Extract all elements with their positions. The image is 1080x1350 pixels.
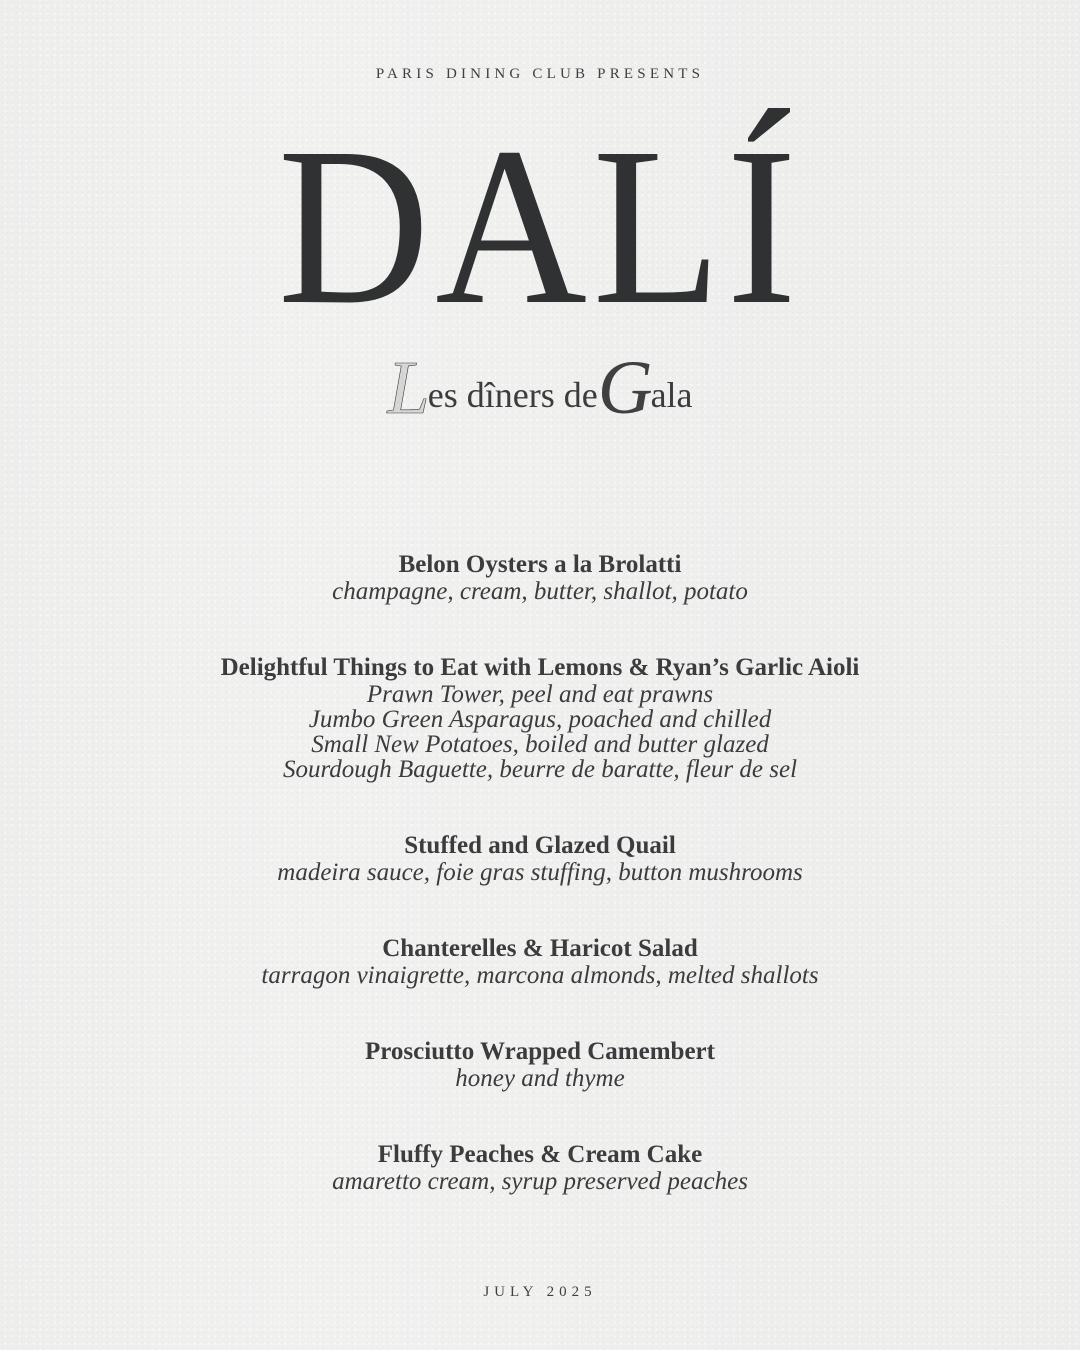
course-item — [0, 832, 1080, 885]
event-title: DALÍ — [277, 101, 803, 351]
course-detail: Prawn Tower, peel and eat prawns — [366, 681, 714, 708]
course-name: Prosciutto Wrapped Camembert — [365, 1038, 715, 1065]
course-detail: Sourdough Baguette, beurre de baratte, fleur de sel — [282, 756, 798, 783]
event-subtitle — [0, 348, 1080, 435]
course-item — [0, 1038, 1080, 1091]
course-item — [0, 935, 1080, 988]
course-detail: honey and thyme — [455, 1065, 625, 1092]
event-date: JULY 2025 — [483, 1284, 597, 1300]
menu-list — [0, 551, 1080, 1244]
presenter-line: PARIS DINING CLUB PRESENTS — [375, 66, 705, 82]
course-item — [0, 654, 1080, 782]
subtitle-text-1: es dîners de — [427, 375, 598, 415]
course-name: Fluffy Peaches & Cream Cake — [377, 1141, 703, 1168]
course-detail: tarragon vinaigrette, marcona almonds, melted shallots — [261, 962, 819, 989]
course-name: Chanterelles & Haricot Salad — [382, 935, 698, 962]
course-detail: amaretto cream, syrup preserved peaches — [332, 1168, 748, 1195]
subtitle-swash-initial-l: L — [387, 346, 428, 430]
subtitle-text-2: ala — [650, 375, 693, 415]
course-item — [0, 1141, 1080, 1194]
course-name: Belon Oysters a la Brolatti — [398, 551, 682, 578]
course-item — [0, 551, 1080, 604]
subtitle-swash-initial-g: G — [597, 346, 651, 430]
course-detail: champagne, cream, butter, shallot, potato — [332, 578, 748, 605]
course-detail: Jumbo Green Asparagus, poached and chilled — [308, 706, 772, 733]
course-detail: madeira sauce, foie gras stuffing, button mushrooms — [277, 859, 803, 886]
course-detail: Small New Potatoes, boiled and butter glazed — [311, 731, 769, 758]
course-name: Stuffed and Glazed Quail — [404, 832, 676, 859]
course-name: Delightful Things to Eat with Lemons & Ryan’s Garlic Aioli — [220, 654, 860, 681]
